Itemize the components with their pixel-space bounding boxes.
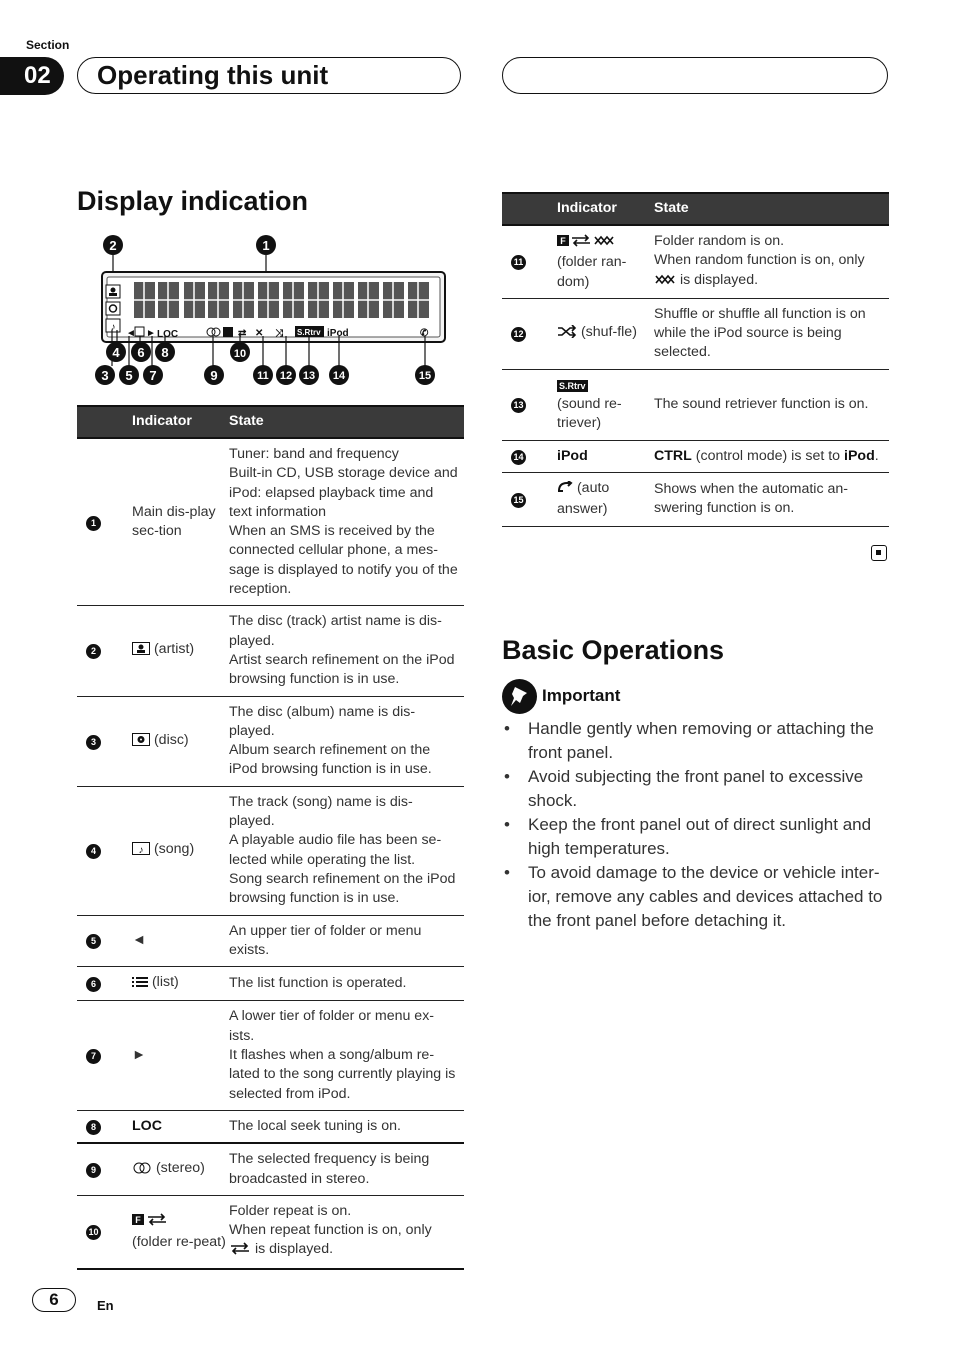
svg-text:♪: ♪ — [138, 844, 144, 855]
left-indicator-table — [77, 405, 464, 1270]
right-indicator-table: Indicator State 11 F (folder ran-dom) Folder random is on. When random function is on, only is displayed. 12 (shuf-fle) Shuffle or shuffle all function is on while the iPod source is being selected. 13 S.Rtrv (sound re-triever) The sound retriever function is on. 14 iPod CTRL (control mode) is set to iPod. 15 (auto answer) Shows when the automatic an-swering function is on. — [502, 192, 889, 527]
svg-text:9: 9 — [210, 368, 218, 383]
svg-text:10: 10 — [233, 348, 247, 360]
svg-text:⤨: ⤨ — [275, 328, 283, 339]
repeat-icon — [229, 1242, 251, 1261]
svg-text:F: F — [135, 1215, 141, 1226]
svg-text:8: 8 — [161, 345, 169, 360]
lcd-ipod: iPod — [327, 328, 349, 339]
stereo-icon — [132, 1161, 152, 1180]
folder-random-icon — [557, 234, 617, 253]
table-row: 4 ♪ (song) The track (song) name is dis-played. A playable audio file has been se-lected while operating the list. Song search refinement on the iPod browsing function is in use. — [77, 786, 464, 915]
callout-2-label: 2 — [109, 238, 117, 253]
list-icon — [132, 975, 148, 994]
table-row: 2 (artist) The disc (track) artist name is dis-played. Artist search refinement on the iPod browsing function is in use. — [77, 606, 464, 696]
right-arrow-icon: ► — [132, 1001, 229, 1110]
table-row: 6 (list) The list function is operated. — [77, 967, 464, 1001]
svg-text:5: 5 — [125, 368, 133, 383]
svg-text:♪: ♪ — [110, 322, 116, 333]
section-label: Section — [26, 38, 70, 52]
display-indication-heading: Display indication — [77, 186, 309, 216]
col-state: State — [229, 406, 464, 438]
important-pin-icon — [502, 679, 537, 714]
svg-text:3: 3 — [101, 368, 109, 383]
svg-text:14: 14 — [332, 370, 346, 382]
sound-retriever-badge: S.Rtrv — [559, 380, 586, 391]
svg-text:15: 15 — [418, 370, 432, 382]
language-code: En — [97, 1298, 114, 1313]
table-row: 15 (auto answer) Shows when the automatic an-swering function is on. — [502, 472, 889, 526]
svg-text:◄: ◄ — [126, 328, 136, 339]
svg-text:✕: ✕ — [255, 328, 264, 339]
list-item: • Avoid subjecting the front panel to excessive shock. — [502, 765, 890, 813]
chapter-title: Operating this unit — [77, 57, 461, 94]
lcd-srtrv: S.Rtrv — [297, 328, 321, 337]
table-row: 11 F (folder ran-dom) Folder random is on. When random function is on, only is displayed. — [502, 225, 889, 298]
table-row: 9 (stereo) The selected frequency is being broadcasted in stereo. — [77, 1143, 464, 1195]
basic-operations-heading: Basic Operations — [502, 635, 725, 665]
list-item: • Keep the front panel out of direct sunlight and high temperatures. — [502, 813, 890, 861]
table-row: 10 F (folder re-peat) Folder repeat is on. When repeat function is on, only is displayed. — [77, 1195, 464, 1268]
list-item: • To avoid damage to the device or vehicle inter-ior, remove any cables and devices attached to the front panel before detaching it. — [502, 861, 890, 933]
svg-text:✆: ✆ — [420, 328, 429, 339]
table-row: 5 ◄ An upper tier of folder or menu exists. — [77, 915, 464, 967]
svg-text:F: F — [560, 236, 566, 246]
random-icon — [654, 273, 676, 292]
shuffle-icon — [557, 325, 577, 344]
table-row: 7 ► A lower tier of folder or menu ex-ists. It flashes when a song/album re-lated to the song currently playing is selected from iPod. — [77, 1001, 464, 1110]
display-diagram — [90, 230, 450, 390]
list-item: • Handle gently when removing or attaching the front panel. — [502, 717, 890, 765]
col-indicator: Indicator — [132, 406, 229, 438]
artist-icon — [132, 642, 150, 661]
svg-text:6: 6 — [137, 345, 145, 360]
svg-text:7: 7 — [149, 368, 157, 383]
svg-text:⇄: ⇄ — [238, 328, 247, 339]
folder-repeat-icon — [132, 1213, 168, 1232]
svg-text:►: ► — [146, 328, 156, 339]
table-row: 13 S.Rtrv (sound re-triever) The sound retriever function is on. — [502, 369, 889, 440]
svg-text:11: 11 — [257, 370, 269, 382]
callout-1-label: 1 — [262, 238, 270, 253]
svg-text:4: 4 — [112, 345, 120, 360]
page-number: 6 — [32, 1288, 76, 1312]
svg-text:12: 12 — [279, 370, 293, 382]
svg-text:13: 13 — [302, 370, 316, 382]
table-row: 1 Main dis-play sec-tion Tuner: band and frequency Built-in CD, USB storage device and iPod: elapsed playback time and text information When an SMS is received by the connected cellular phone, a mes-sage is displayed to notify you of the reception. — [77, 438, 464, 606]
song-icon — [132, 842, 150, 861]
section-number: 02 — [0, 57, 64, 95]
lcd-loc: LOC — [157, 329, 179, 340]
table-row: 3 (disc) The disc (album) name is dis-played. Album search refinement on the iPod browsing function is in use. — [77, 696, 464, 786]
table-row: 12 (shuf-fle) Shuffle or shuffle all function is on while the iPod source is being selected. — [502, 298, 889, 369]
left-arrow-icon: ◄ — [132, 915, 229, 967]
table-row: 8 LOC The local seek tuning is on. — [77, 1110, 464, 1143]
table-row: 14 iPod CTRL (control mode) is set to iPod. — [502, 440, 889, 472]
end-mark — [871, 545, 887, 561]
disc-icon — [132, 733, 150, 752]
auto-answer-icon — [557, 481, 573, 500]
empty-title-pill — [502, 57, 888, 94]
important-list — [502, 717, 890, 933]
